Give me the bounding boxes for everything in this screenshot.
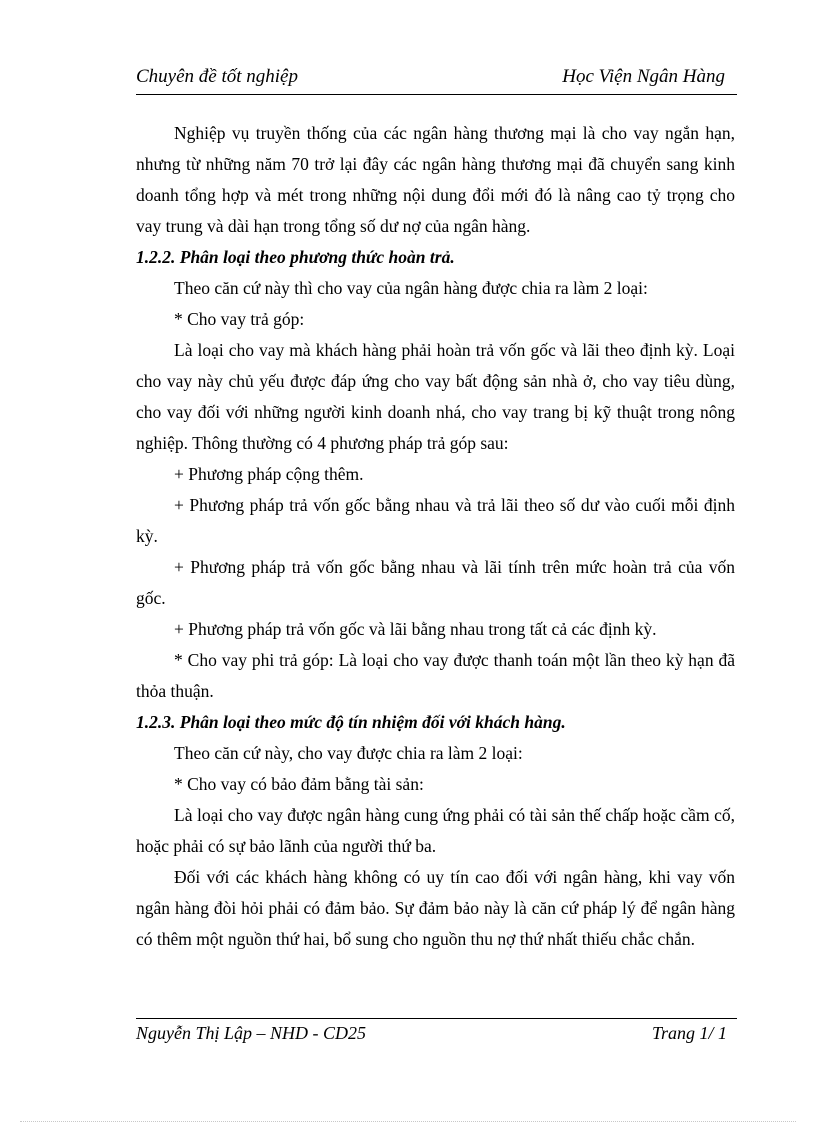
paragraph-secured-desc: Là loại cho vay được ngân hàng cung ứng phải có tài sản thế chấp hoặc cầm cố, hoặc phải có sự bảo lãnh của người thứ ba. bbox=[136, 805, 735, 856]
paragraph-method-4: + Phương pháp trả vốn gốc và lãi bằng nhau trong tất cả các định kỳ. bbox=[174, 619, 657, 639]
header-document-type: Chuyên đề tốt nghiệp bbox=[136, 66, 298, 87]
paragraph-secured-title: * Cho vay có bảo đảm bằng tài sản: bbox=[174, 774, 424, 794]
footer-author: Nguyễn Thị Lập – NHD - CD25 bbox=[136, 1023, 367, 1043]
paragraph-method-1: + Phương pháp cộng thêm. bbox=[174, 464, 364, 484]
paragraph-low-credit-customers: Đối với các khách hàng không có uy tín cao đối với ngân hàng, khi vay vốn ngân hàng đòi hỏi phải có đảm bảo. Sự đảm bảo này là căn cứ pháp lý để ngân hàng có thêm một nguồn thứ hai, bổ sung cho nguồn thu nợ thứ nhất thiếu chắc chắn. bbox=[136, 867, 735, 949]
page-header bbox=[136, 66, 737, 95]
paragraph-credit-classification: Theo căn cứ này, cho vay được chia ra làm 2 loại: bbox=[174, 743, 523, 763]
paragraph-method-3: + Phương pháp trả vốn gốc bằng nhau và lãi tính trên mức hoàn trả của vốn gốc. bbox=[136, 557, 735, 608]
header-institution: Học Viện Ngân Hàng bbox=[562, 66, 725, 87]
paragraph-installment-desc: Là loại cho vay mà khách hàng phải hoàn trả vốn gốc và lãi theo định kỳ. Loại cho vay này chủ yếu được đáp ứng cho vay bất động sản nhà ở, cho vay tiêu dùng, cho vay đối với những người kinh doanh nhá, cho vay trang bị kỹ thuật trong nông nghiệp. Thông thường có 4 phương pháp trả góp sau: bbox=[136, 340, 735, 453]
paragraph-intro: Nghiệp vụ truyền thống của các ngân hàng thương mại là cho vay ngắn hạn, nhưng từ những năm 70 trở lại đây các ngân hàng thương mại đã chuyển sang kinh doanh tổng hợp và mét trong những nội dung đổi mới đó là nâng cao tỷ trọng cho vay trung và dài hạn trong tổng số dư nợ của ngân hàng. bbox=[136, 123, 735, 236]
section-heading-1-2-3: 1.2.3. Phân loại theo mức độ tín nhiệm đối với khách hàng. bbox=[136, 712, 566, 732]
footer-page-number: Trang 1/ 1 bbox=[651, 1023, 727, 1043]
paragraph-installment-title: * Cho vay trả góp: bbox=[174, 309, 305, 329]
page-footer bbox=[136, 1018, 737, 1049]
paragraph-non-installment: * Cho vay phi trả góp: Là loại cho vay được thanh toán một lần theo kỳ hạn đã thỏa thuận. bbox=[136, 650, 735, 701]
page-body bbox=[136, 118, 735, 955]
paragraph-classification: Theo căn cứ này thì cho vay của ngân hàng được chia ra làm 2 loại: bbox=[174, 278, 648, 298]
paragraph-method-2: + Phương pháp trả vốn gốc bằng nhau và trả lãi theo số dư vào cuối mỗi định kỳ. bbox=[136, 495, 735, 546]
page-edge-divider bbox=[20, 1121, 796, 1122]
section-heading-1-2-2: 1.2.2. Phân loại theo phương thức hoàn trả. bbox=[136, 247, 455, 267]
